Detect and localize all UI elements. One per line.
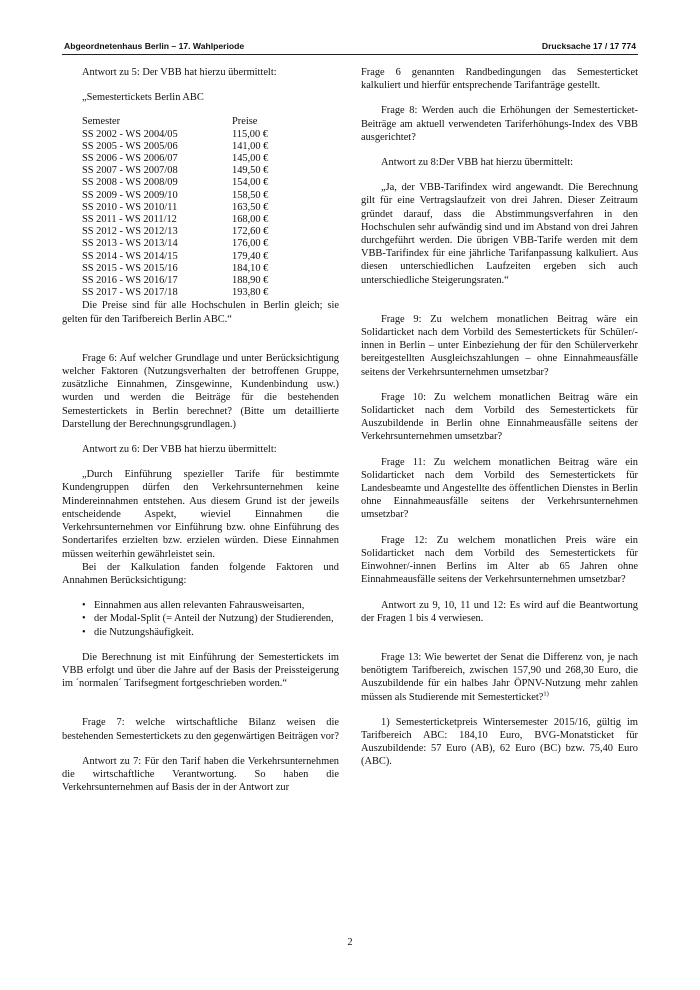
- semester-cell: SS 2016 - WS 2016/17: [82, 275, 178, 287]
- answer-5-note: Die Preise sind für alle Hochschulen in Berlin gleich; sie gelten für den Tarifbereich Berlin ABC.“: [62, 300, 339, 325]
- price-cell: 163,50 €: [232, 201, 269, 213]
- table-row: [82, 238, 268, 250]
- list-item: [84, 626, 339, 639]
- page-header: [62, 40, 638, 55]
- question-13: [361, 651, 638, 704]
- semester-cell: SS 2009 - WS 2009/10: [82, 189, 178, 201]
- factor-list: [62, 599, 339, 639]
- question-10: Frage 10: Zu welchem monatlichen Beitrag wäre ein Solidarticket nach dem Vorbild des Semestertickets für Auszubildende in Berlin ohne Einnahmeausfälle seitens der Verkehrsunternehmen umsetzbar?: [361, 391, 638, 443]
- answer-6-paragraph-3: Die Berechnung ist mit Einführung der Semestertickets im VBB erfolgt und über die Jahre auf der Basis der Preissteigerung im ´normalen´ Tarifsegment fortgeschrieben worden.“: [62, 651, 339, 690]
- table-row: [82, 165, 268, 177]
- price-cell: 193,80 €: [232, 287, 269, 299]
- question-11: Frage 11: Zu welchem monatlichen Beitrag wäre ein Solidarticket nach dem Vorbild des Semestertickets für Landesbeamte und Angestellte des öffentlichen Dienstes in Berlin ohne Einnahmeausfälle seitens der Verkehrsunternehmen umsetzbar?: [361, 456, 638, 521]
- semester-cell: SS 2005 - WS 2005/06: [82, 140, 178, 152]
- question-6: Frage 6: Auf welcher Grundlage und unter Berücksichtigung welcher Faktoren (Nutzungsverhalten der betroffenen Gruppe, zusätzliche Einnahmen, Zinsgewinne, Kundenbindung usw.) wurden und werden die Beiträge für die bestehenden Semestertickets in Berlin berechnet? (Bitte um detaillierte Darstellung der Berechnungsgrundlagen.): [62, 352, 339, 430]
- price-cell: 168,00 €: [232, 214, 269, 226]
- table-row: [82, 214, 268, 226]
- answer-6-paragraph-2: Bei der Kalkulation fanden folgende Faktoren und Annahmen Berücksichtigung:: [62, 561, 339, 586]
- semester-cell: SS 2007 - WS 2007/08: [82, 165, 178, 177]
- price-cell: 115,00 €: [232, 128, 268, 140]
- table-row: [82, 263, 268, 275]
- price-cell: 145,00 €: [232, 153, 269, 165]
- semester-cell: SS 2015 - WS 2015/16: [82, 262, 178, 274]
- table-row: [82, 129, 268, 141]
- question-12: Frage 12: Zu welchem monatlichen Preis wäre ein Solidarticket nach dem Vorbild des Semestertickets für Einwohner/-innen Berlins im Alter ab 65 Jahren ohne Einnahmeausfälle seitens der Verkehrsunternehmen umsetzbar?: [361, 534, 638, 586]
- list-item-text: der Modal-Split (= Anteil der Nutzung) der Studierenden,: [94, 613, 334, 625]
- semester-cell: SS 2014 - WS 2014/15: [82, 250, 178, 262]
- header-parliament: Abgeordnetenhaus Berlin – 17. Wahlperiode: [64, 41, 245, 51]
- table-row: [82, 141, 268, 153]
- column-header-preise: Preise: [232, 116, 258, 128]
- table-row: [82, 190, 268, 202]
- bullet-icon: •: [82, 600, 86, 612]
- answer-6-paragraph-1: „Durch Einführung spezieller Tarife für bestimmte Kundengruppen dürfen den Verkehrsunternehmen keine Mindereinnahmen entstehen. Aus diesem Grund ist der jeweils entscheidende Aspekt, wieviel Einnahmen die Verkehrsunternehmen vor Einführung bzw. ohne Einführung des Sondertarifes erzielten bzw. erzielen würden. Diese Einnahmen müssen weiterhin gewährleistet sein.: [62, 469, 339, 560]
- semester-cell: SS 2010 - WS 2010/11: [82, 201, 178, 213]
- page-number: 2: [347, 937, 353, 948]
- table-header-row: [82, 116, 268, 128]
- bullet-icon: •: [82, 613, 86, 625]
- semester-cell: SS 2002 - WS 2004/05: [82, 128, 178, 140]
- answer-7-continued: Frage 6 genannten Randbedingungen das Semesterticket kalkuliert und hierfür entsprechende Tarifanträge gestellt.: [361, 67, 638, 92]
- price-cell: 149,50 €: [232, 165, 269, 177]
- price-cell: 141,00 €: [232, 140, 269, 152]
- answer-6-intro: Antwort zu 6: Der VBB hat hierzu übermittelt:: [82, 444, 277, 456]
- price-cell: 158,50 €: [232, 189, 269, 201]
- footnote-marker: 1): [543, 690, 549, 698]
- list-item-text: Einnahmen aus allen relevanten Fahrausweisarten,: [94, 600, 305, 612]
- answer-5-title: „Semestertickets Berlin ABC: [82, 92, 204, 104]
- table-row: [82, 153, 268, 165]
- table-row: [82, 177, 268, 189]
- answer-7: Antwort zu 7: Für den Tarif haben die Verkehrsunternehmen die wirtschaftliche Verantwortung. So haben die Verkehrsunternehmen auf Basis der in der Antwort zur: [62, 755, 339, 794]
- semester-cell: SS 2012 - WS 2012/13: [82, 226, 178, 238]
- table-row: [82, 287, 268, 299]
- semester-price-table: [82, 116, 268, 299]
- table-row: [82, 226, 268, 238]
- answer-9-to-12: Antwort zu 9, 10, 11 und 12: Es wird auf die Beantwortung der Fragen 1 bis 4 verwiesen.: [361, 599, 638, 624]
- column-header-semester: Semester: [82, 116, 121, 128]
- price-cell: 154,00 €: [232, 177, 269, 189]
- semester-cell: SS 2011 - WS 2011/12: [82, 214, 177, 226]
- question-9: Frage 9: Zu welchem monatlichen Beitrag wäre ein Solidarticket nach dem Vorbild des Semestertickets für Schüler/-innen in Berlin – unter Einbeziehung der für den Schülerverkehr bereitgestellten Ausgleichszahlungen – ohne Einnahmeausfälle seitens der Verkehrsunternehmen umsetzbar?: [361, 313, 638, 378]
- header-document-number: Drucksache 17 / 17 774: [541, 41, 636, 51]
- price-cell: 188,90 €: [232, 275, 269, 287]
- question-7: Frage 7: welche wirtschaftliche Bilanz weisen die bestehenden Semestertickets zu den gegenwärtigen Beiträgen vor?: [62, 717, 339, 742]
- answer-8-intro: Antwort zu 8:Der VBB hat hierzu übermittelt:: [381, 157, 573, 169]
- table-row: [82, 251, 268, 263]
- footnote: 1) Semesterticketpreis Wintersemester 2015/16, gültig im Tarifbereich ABC: 184,10 Euro, BVG-Monatsticket für Auszubildende: 57 Euro (AB), 62 Euro (BC) bzw. 75,40 Euro (ABC).: [361, 716, 638, 768]
- semester-cell: SS 2017 - WS 2017/18: [82, 287, 178, 299]
- answer-5-intro: Antwort zu 5: Der VBB hat hierzu übermittelt:: [82, 67, 277, 78]
- semester-cell: SS 2008 - WS 2008/09: [82, 177, 178, 189]
- price-cell: 176,00 €: [232, 238, 269, 250]
- price-cell: 184,10 €: [232, 262, 269, 274]
- list-item: [84, 612, 339, 625]
- answer-8-quote: „Ja, der VBB-Tarifindex wird angewandt. Die Berechnung gilt für eine Vertragslaufzeit von drei Jahren. Dieser Zeitraum gründet darauf, dass die Abstimmungsverfahren in den Hochschulen sehr aufwändig sind und im Abstand von drei Jahren durchgeführt werden. Die übrigen VBB-Tarife werden mit dem VBB-Tarifindex für eine jährliche Tarifanpassung kalkuliert. Aus diesen unterschiedlichen Laufzeiten ergeben sich auch unterschiedliche Steigerungsraten.“: [361, 182, 638, 286]
- table-row: [82, 275, 268, 287]
- price-cell: 172,60 €: [232, 226, 269, 238]
- right-column: [361, 66, 638, 769]
- question-13-text: Frage 13: Wie bewertet der Senat die Differenz von, je nach benötigtem Tarifbereich, zwischen 157,90 und 268,30 Euro, die Auszubildende für ein halbes Jahr ÖPNV-Nutzung mehr zahlen müssen als Studierende mit Semesterticket?: [361, 651, 638, 703]
- price-cell: 179,40 €: [232, 250, 269, 262]
- list-item-text: die Nutzungshäufigkeit.: [94, 626, 194, 638]
- list-item: [84, 599, 339, 612]
- semester-cell: SS 2013 - WS 2013/14: [82, 238, 178, 250]
- left-column: [62, 66, 339, 794]
- bullet-icon: •: [82, 626, 86, 638]
- semester-cell: SS 2006 - WS 2006/07: [82, 153, 178, 165]
- table-row: [82, 202, 268, 214]
- question-8: Frage 8: Werden auch die Erhöhungen der Semesterticket-Beiträge am aktuell verwendeten Tariferhöhungs-Index des VBB ausgerichtet?: [361, 105, 638, 143]
